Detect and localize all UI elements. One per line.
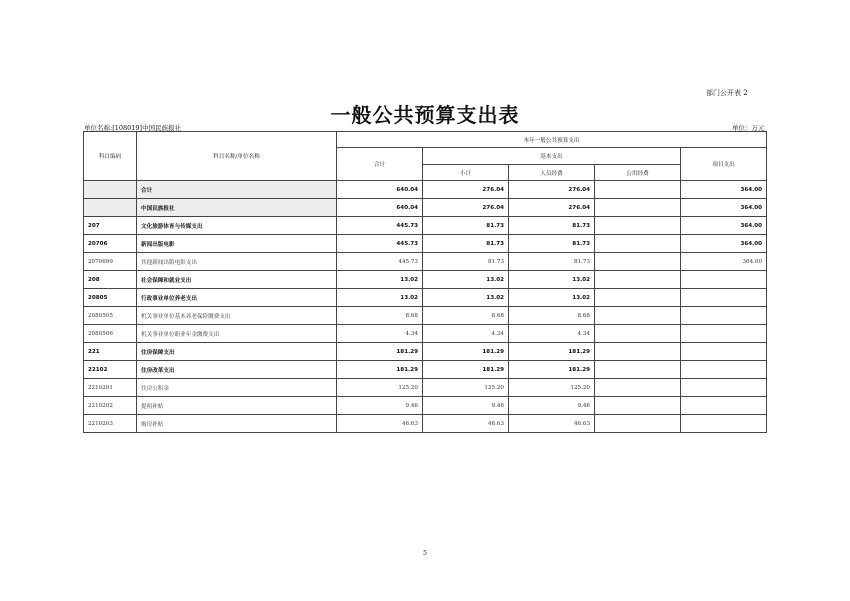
personnel-cell: 46.63 [509,415,595,433]
name-cell: 住房改革支出 [137,361,337,379]
header-subtotal: 小计 [423,165,509,181]
total-cell: 9.46 [337,397,423,415]
code-cell: 20805 [84,289,137,307]
table-row [84,325,767,343]
table-row [84,415,767,433]
table-row [84,361,767,379]
table-row [84,235,767,253]
table-row [84,307,767,325]
project-cell [681,325,767,343]
subtotal-cell: 181.29 [423,343,509,361]
unit-measure: 单位：万元 [732,124,765,132]
public-cell [595,361,681,379]
code-cell: 2080505 [84,307,137,325]
code-cell [84,199,137,217]
name-cell: 提租补贴 [137,397,337,415]
code-cell: 2070699 [84,253,137,271]
public-cell [595,289,681,307]
code-cell: 2210202 [84,397,137,415]
subtotal-cell: 9.46 [423,397,509,415]
table-row [84,217,767,235]
code-cell: 208 [84,271,137,289]
total-cell: 46.63 [337,415,423,433]
subtotal-cell: 81.73 [423,253,509,271]
project-cell [681,397,767,415]
subtotal-cell: 13.02 [423,271,509,289]
form-number: 部门公开表 2 [706,89,748,97]
subtotal-cell: 276.04 [423,199,509,217]
name-cell: 新闻出版电影 [137,235,337,253]
budget-table [83,131,767,433]
header-name: 科目名称/单位名称 [137,132,337,181]
public-cell [595,217,681,235]
public-cell [595,181,681,199]
name-cell: 机关事业单位职业年金缴费支出 [137,325,337,343]
subtotal-cell: 125.20 [423,379,509,397]
name-cell: 购房补贴 [137,415,337,433]
total-cell: 640.04 [337,181,423,199]
personnel-cell: 276.04 [509,181,595,199]
personnel-cell: 9.46 [509,397,595,415]
header-code: 科目编码 [84,132,137,181]
public-cell [595,271,681,289]
personnel-cell: 13.02 [509,289,595,307]
subtotal-cell: 4.34 [423,325,509,343]
code-cell: 2210203 [84,415,137,433]
code-cell [84,181,137,199]
public-cell [595,415,681,433]
project-cell [681,289,767,307]
code-cell: 20706 [84,235,137,253]
personnel-cell: 4.34 [509,325,595,343]
personnel-cell: 81.73 [509,217,595,235]
subtotal-cell: 81.73 [423,235,509,253]
name-cell: 社会保障和就业支出 [137,271,337,289]
personnel-cell: 181.29 [509,361,595,379]
public-cell [595,199,681,217]
project-cell [681,307,767,325]
table-row [84,289,767,307]
project-cell: 364.00 [681,199,767,217]
table-row [84,397,767,415]
page-title: 一般公共预算支出表 [330,103,520,127]
total-cell: 445.73 [337,235,423,253]
public-cell [595,325,681,343]
public-cell [595,253,681,271]
total-cell: 4.34 [337,325,423,343]
name-cell: 行政事业单位养老支出 [137,289,337,307]
personnel-cell: 13.02 [509,271,595,289]
public-cell [595,379,681,397]
subtotal-cell: 8.68 [423,307,509,325]
header-total: 合计 [337,148,423,181]
name-cell: 中国民族报社 [137,199,337,217]
total-cell: 445.73 [337,217,423,235]
personnel-cell: 181.29 [509,343,595,361]
total-cell: 13.02 [337,271,423,289]
project-cell [681,343,767,361]
project-cell: 364.00 [681,217,767,235]
header-project: 项目支出 [681,148,767,181]
total-cell: 445.73 [337,253,423,271]
total-cell: 125.20 [337,379,423,397]
total-cell: 181.29 [337,343,423,361]
total-cell: 640.04 [337,199,423,217]
name-cell: 合计 [137,181,337,199]
name-cell: 文化旅游体育与传媒支出 [137,217,337,235]
subtotal-cell: 46.63 [423,415,509,433]
total-cell: 181.29 [337,361,423,379]
table-row [84,199,767,217]
project-cell [681,415,767,433]
total-cell: 13.02 [337,289,423,307]
code-cell: 221 [84,343,137,361]
code-cell: 2210201 [84,379,137,397]
table-row [84,343,767,361]
code-cell: 22102 [84,361,137,379]
name-cell: 住房公积金 [137,379,337,397]
header-group: 本年一般公共预算支出 [337,132,767,148]
code-cell: 207 [84,217,137,235]
project-cell: 364.00 [681,253,767,271]
header-personnel: 人员经费 [509,165,595,181]
public-cell [595,307,681,325]
table-row [84,181,767,199]
project-cell: 364.00 [681,235,767,253]
table-row [84,271,767,289]
name-cell: 机关事业单位基本养老保险缴费支出 [137,307,337,325]
subtotal-cell: 276.04 [423,181,509,199]
table-row [84,253,767,271]
personnel-cell: 276.04 [509,199,595,217]
code-cell: 2080506 [84,325,137,343]
name-cell: 其他新闻出版电影支出 [137,253,337,271]
project-cell: 364.00 [681,181,767,199]
project-cell [681,271,767,289]
public-cell [595,235,681,253]
personnel-cell: 125.20 [509,379,595,397]
subtotal-cell: 181.29 [423,361,509,379]
subtotal-cell: 13.02 [423,289,509,307]
header-public: 公用经费 [595,165,681,181]
public-cell [595,397,681,415]
personnel-cell: 8.68 [509,307,595,325]
subtotal-cell: 81.73 [423,217,509,235]
table-row [84,379,767,397]
total-cell: 8.68 [337,307,423,325]
public-cell [595,343,681,361]
project-cell [681,379,767,397]
unit-name: 单位名称:[108019]中国民族报社 [84,124,182,132]
page-number: 5 [423,550,427,557]
personnel-cell: 81.73 [509,235,595,253]
header-basic: 基本支出 [423,148,681,165]
name-cell: 住房保障支出 [137,343,337,361]
project-cell [681,361,767,379]
personnel-cell: 81.73 [509,253,595,271]
